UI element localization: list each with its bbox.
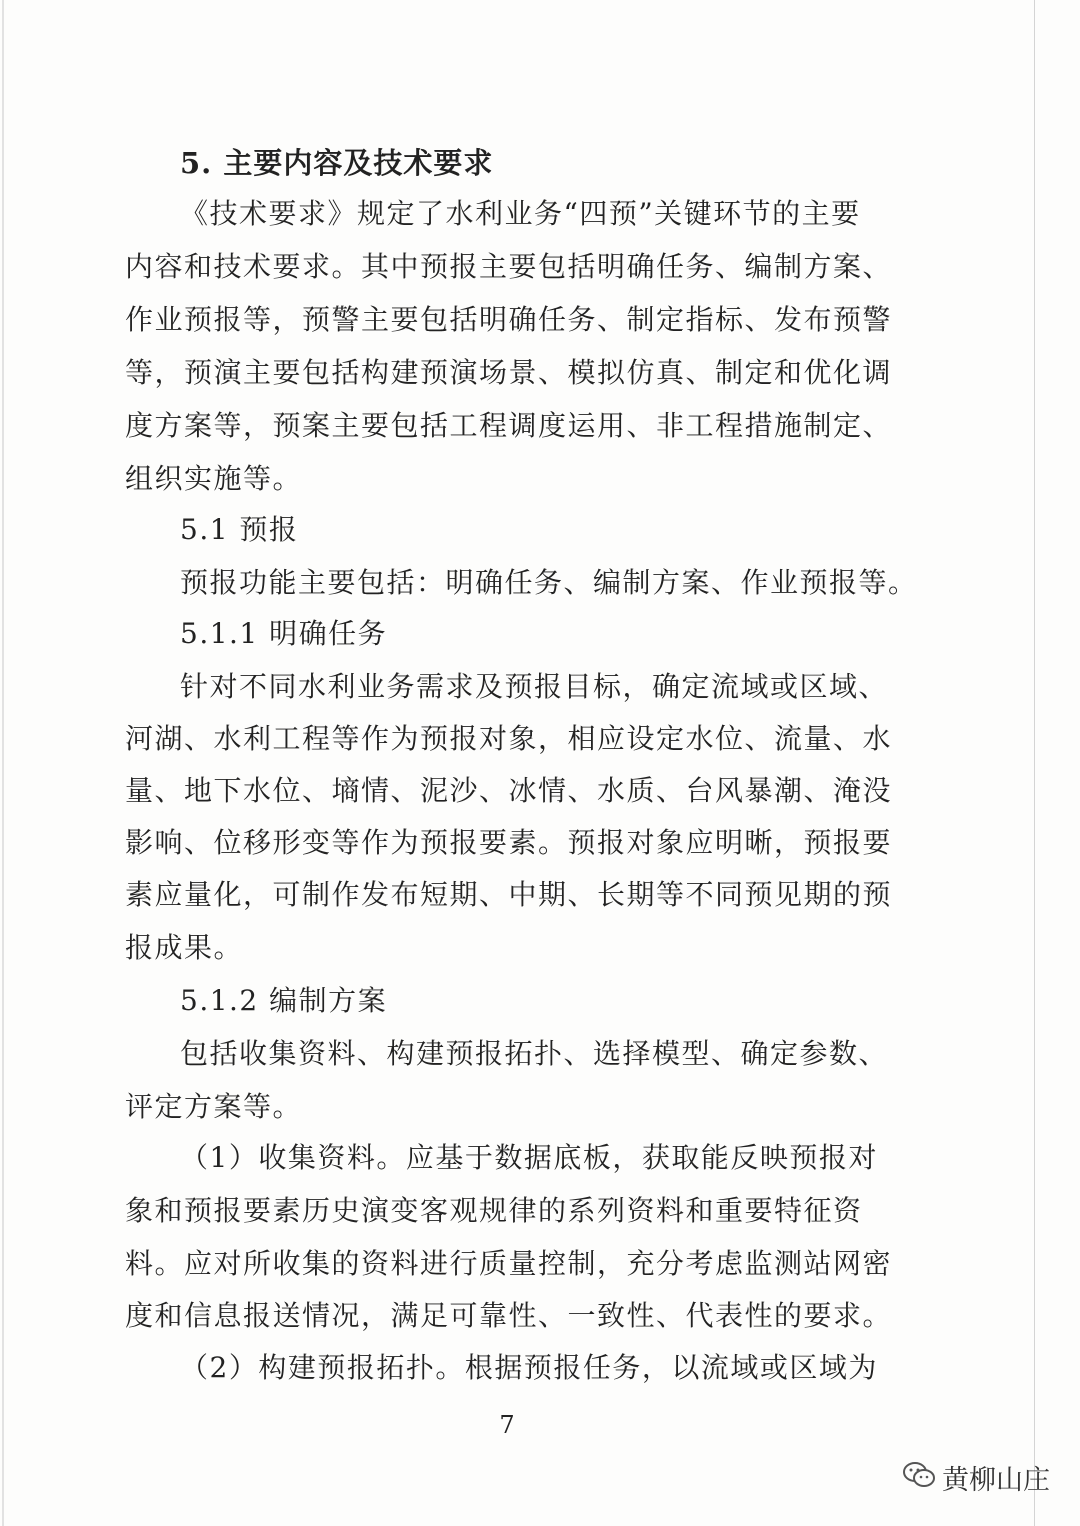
page-right-edge <box>1034 0 1035 1526</box>
paragraph3-line: 河湖、水利工程等作为预报对象，相应设定水位、流量、水 <box>125 722 893 755</box>
paragraph1-line: 度方案等，预案主要包括工程调度运用、非工程措施制定、 <box>125 409 893 442</box>
paragraph5-line: 度和信息报送情况，满足可靠性、一致性、代表性的要求。 <box>125 1299 893 1332</box>
section-heading-5-1-1: 5.1.1 明确任务 <box>180 617 388 650</box>
paragraph1-line: 等，预演主要包括构建预演场景、模拟仿真、制定和优化调 <box>125 356 893 389</box>
paragraph4-line: 评定方案等。 <box>125 1090 303 1123</box>
paragraph5-line: （1）收集资料。应基于数据底板，获取能反映预报对 <box>180 1141 878 1174</box>
section-heading-5-1: 5.1 预报 <box>180 513 299 546</box>
paragraph5-line: 象和预报要素历史演变客观规律的系列资料和重要特征资 <box>125 1194 863 1227</box>
section-heading-5: 5. 主要内容及技术要求 <box>180 146 494 180</box>
page-number: 7 <box>499 1411 515 1439</box>
paragraph2: 预报功能主要包括：明确任务、编制方案、作业预报等。 <box>180 566 918 599</box>
paragraph3-line: 影响、位移形变等作为预报要素。预报对象应明晰，预报要 <box>125 826 893 859</box>
page-left-edge <box>2 0 4 1526</box>
paragraph1-line: 作业预报等，预警主要包括明确任务、制定指标、发布预警 <box>125 303 893 336</box>
paragraph3-line: 素应量化，可制作发布短期、中期、长期等不同预见期的预 <box>125 878 893 911</box>
paragraph3-line: 报成果。 <box>125 931 244 964</box>
watermark-text: 黄柳山庄 <box>942 1464 1050 1496</box>
paragraph1-line: 内容和技术要求。其中预报主要包括明确任务、编制方案、 <box>125 250 893 283</box>
paragraph6: （2）构建预报拓扑。根据预报任务，以流域或区域为 <box>180 1351 878 1384</box>
paragraph5-line: 料。应对所收集的资料进行质量控制，充分考虑监测站网密 <box>125 1247 893 1280</box>
paragraph4-line: 包括收集资料、构建预报拓扑、选择模型、确定参数、 <box>180 1037 889 1070</box>
paragraph3-line: 量、地下水位、墒情、泥沙、冰情、水质、台风暴潮、淹没 <box>125 774 893 807</box>
paragraph3-line: 针对不同水利业务需求及预报目标，确定流域或区域、 <box>180 670 889 703</box>
wechat-icon <box>902 1460 936 1494</box>
watermark <box>902 1460 1050 1494</box>
paragraph1-line: 《技术要求》规定了水利业务“四预”关键环节的主要 <box>180 197 861 230</box>
section-heading-5-1-2: 5.1.2 编制方案 <box>180 984 388 1017</box>
paragraph1-line: 组织实施等。 <box>125 462 303 495</box>
